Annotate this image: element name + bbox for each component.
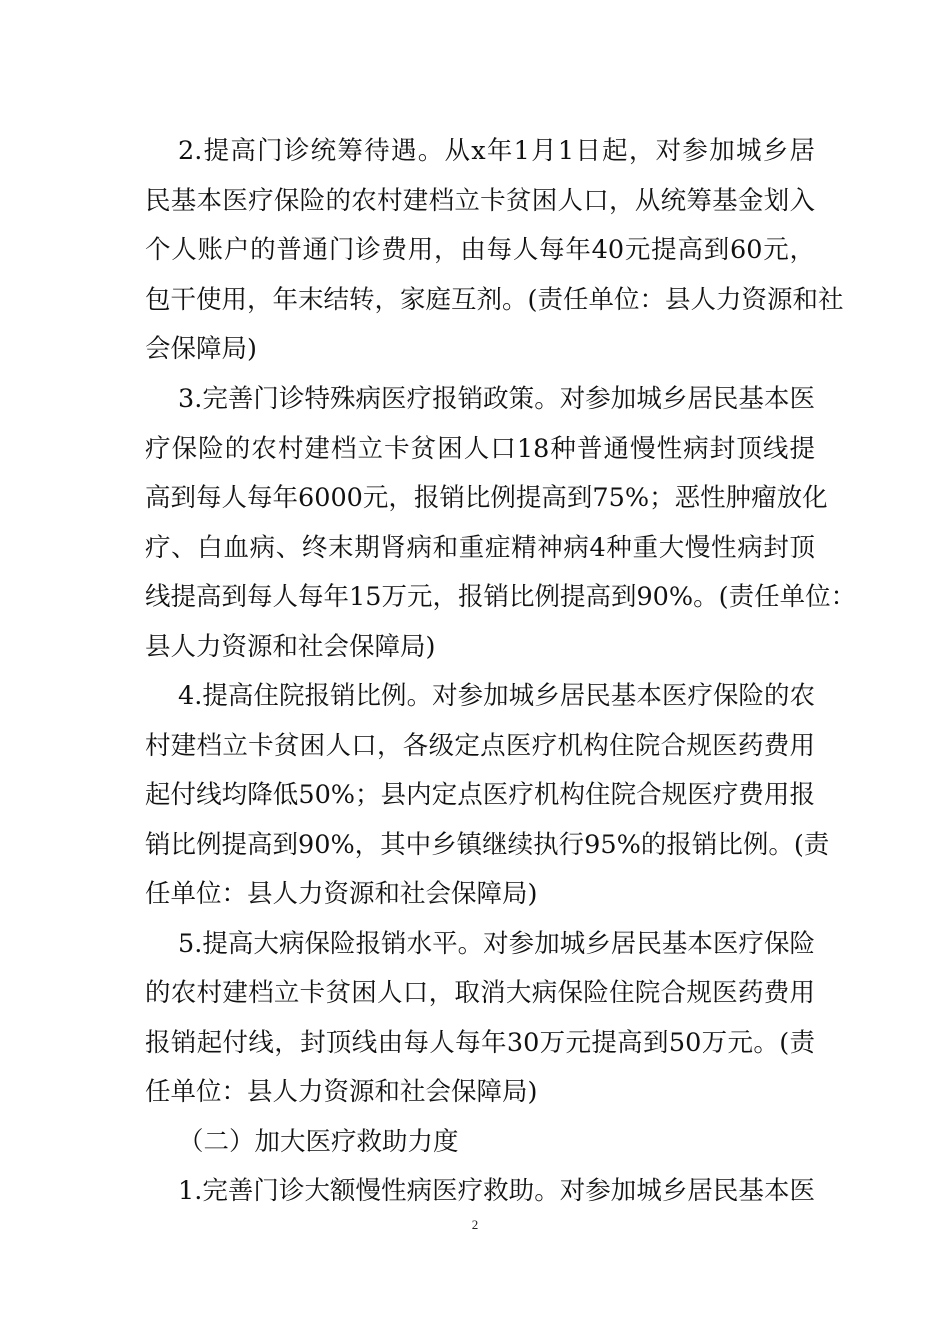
paragraph-3-line-2: 疗保险的农村建档立卡贫困人口18种普通慢性病封顶线提 xyxy=(145,434,815,464)
sub-paragraph-1-line-1: 1.完善门诊大额慢性病医疗救助。对参加城乡居民基本医 xyxy=(178,1176,815,1206)
page-number: 2 xyxy=(471,1217,479,1232)
paragraph-5-line-4: 任单位：县人力资源和社会保障局) xyxy=(145,1077,538,1107)
paragraph-2-line-4: 包干使用，年末结转，家庭互剂。(责任单位：县人力资源和社 xyxy=(145,285,844,315)
paragraph-2-line-3: 个人账户的普通门诊费用，由每人每年40元提高到60元， xyxy=(145,235,815,265)
paragraph-4-line-2: 村建档立卡贫困人口，各级定点医疗机构住院合规医药费用 xyxy=(145,731,815,761)
paragraph-4-line-3: 起付线均降低50%；县内定点医疗机构住院合规医疗费用报 xyxy=(145,780,815,810)
paragraph-5-line-1: 5.提高大病保险报销水平。对参加城乡居民基本医疗保险 xyxy=(178,929,815,959)
paragraph-2-line-2: 民基本医疗保险的农村建档立卡贫困人口，从统筹基金划入 xyxy=(145,186,815,216)
paragraph-5-line-2: 的农村建档立卡贫困人口，取消大病保险住院合规医药费用 xyxy=(145,978,815,1008)
paragraph-3-line-3: 高到每人每年6000元，报销比例提高到75%；恶性肿瘤放化 xyxy=(145,483,828,513)
paragraph-3-line-6: 县人力资源和社会保障局) xyxy=(145,632,436,662)
section-heading: （二）加大医疗救助力度 xyxy=(178,1127,459,1157)
paragraph-5-line-3: 报销起付线，封顶线由每人每年30万元提高到50万元。(责 xyxy=(145,1028,815,1058)
paragraph-4-line-4: 销比例提高到90%，其中乡镇继续执行95%的报销比例。(责 xyxy=(145,830,830,860)
paragraph-3-line-5: 线提高到每人每年15万元，报销比例提高到90%。(责任单位： xyxy=(145,582,857,612)
paragraph-2-line-5: 会保障局) xyxy=(145,334,257,364)
paragraph-3-line-4: 疗、白血病、终末期肾病和重症精神病4种重大慢性病封顶 xyxy=(145,533,815,563)
paragraph-4-line-1: 4.提高住院报销比例。对参加城乡居民基本医疗保险的农 xyxy=(178,681,815,711)
paragraph-2-line-1: 2.提高门诊统筹待遇。从x年1月1日起，对参加城乡居 xyxy=(178,136,815,166)
paragraph-3-line-1: 3.完善门诊特殊病医疗报销政策。对参加城乡居民基本医 xyxy=(178,384,815,414)
paragraph-4-line-5: 任单位：县人力资源和社会保障局) xyxy=(145,879,538,909)
